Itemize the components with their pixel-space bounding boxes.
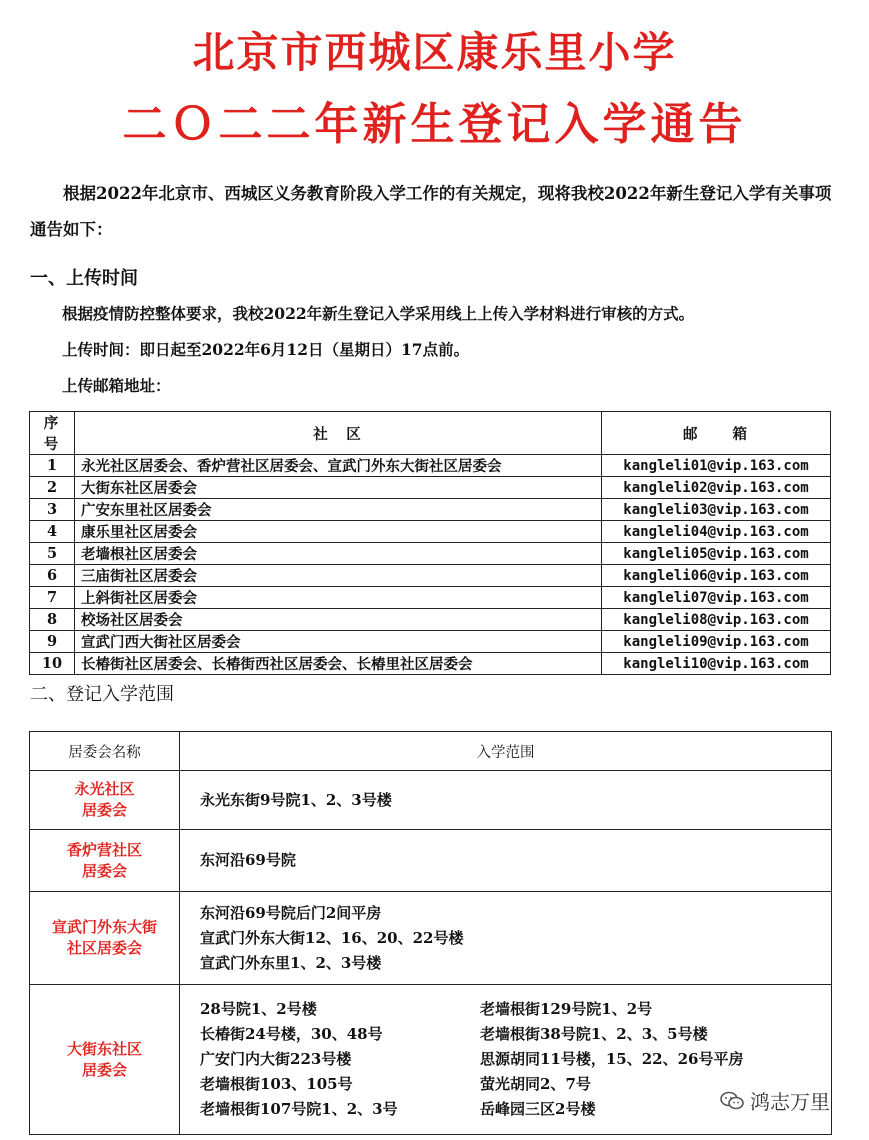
committee-name xyxy=(30,771,180,830)
table-row xyxy=(30,455,831,477)
row-community: 上斜街社区居委会 xyxy=(75,587,602,609)
row-email: kangleli03@vip.163.com xyxy=(602,499,831,521)
scope-address: 永光东街9号院1、2、3号楼 xyxy=(200,790,392,809)
table-row xyxy=(30,587,831,609)
row-community: 大街东社区居委会 xyxy=(75,477,602,499)
committee-name-line2: 社区居委会 xyxy=(66,939,142,957)
scope-address: 思源胡同11号楼，15、22、26号平房 xyxy=(480,1050,744,1068)
row-index: 9 xyxy=(30,631,75,653)
row-email: kangleli04@vip.163.com xyxy=(602,521,831,543)
scope-address: 老墙根街38号院1、2、3、5号楼 xyxy=(480,1025,708,1043)
row-email: kangleli10@vip.163.com xyxy=(602,653,831,675)
row-community: 三庙街社区居委会 xyxy=(75,565,602,587)
row-email: kangleli06@vip.163.com xyxy=(602,565,831,587)
committee-name xyxy=(30,830,180,892)
row-index: 4 xyxy=(30,521,75,543)
scope-address: 28号院1、2号楼 xyxy=(200,1000,317,1018)
row-index: 6 xyxy=(30,565,75,587)
scope-address: 宣武门外东大街12、16、20、22号楼 xyxy=(200,928,464,947)
table-row xyxy=(30,830,832,892)
row-community: 永光社区居委会、香炉营社区居委会、宣武门外东大街社区居委会 xyxy=(75,455,602,477)
row-index: 10 xyxy=(30,653,75,675)
email-table xyxy=(29,411,831,675)
scope-address: 岳峰园三区2号楼 xyxy=(480,1100,596,1118)
col-header-email: 邮 箱 xyxy=(602,412,831,455)
scope-address: 老墙根街107号院1、2、3号 xyxy=(200,1100,398,1118)
row-community: 宣武门西大街社区居委会 xyxy=(75,631,602,653)
scope-address: 东河沿69号院 xyxy=(200,851,296,869)
row-index: 5 xyxy=(30,543,75,565)
watermark-text: 鸿志万里 xyxy=(750,1090,830,1114)
col-header-community: 社 区 xyxy=(75,412,602,455)
col-header-committee: 居委会名称 xyxy=(30,732,180,771)
scope-address: 宣武门外东里1、2、3号楼 xyxy=(200,953,382,972)
row-email: kangleli02@vip.163.com xyxy=(602,477,831,499)
row-index: 7 xyxy=(30,587,75,609)
row-community: 老墙根社区居委会 xyxy=(75,543,602,565)
committee-name-line2: 居委会 xyxy=(81,801,127,819)
table-row xyxy=(30,543,831,565)
committee-name xyxy=(30,985,180,1135)
enrollment-scope-table xyxy=(29,731,832,1135)
scope-cell xyxy=(180,830,832,892)
scope-address: 老墙根街129号院1、2号 xyxy=(480,1000,653,1018)
scope-cell xyxy=(180,892,832,985)
row-community: 校场社区居委会 xyxy=(75,609,602,631)
table-row xyxy=(30,499,831,521)
scope-address: 长椿街24号楼，30、48号 xyxy=(200,1025,383,1043)
row-email: kangleli09@vip.163.com xyxy=(602,631,831,653)
wechat-icon xyxy=(720,1091,744,1116)
table-row xyxy=(30,565,831,587)
table-row xyxy=(30,477,831,499)
committee-name-line1: 永光社区 xyxy=(74,780,135,798)
row-email: kangleli01@vip.163.com xyxy=(602,455,831,477)
row-email: kangleli08@vip.163.com xyxy=(602,609,831,631)
row-community: 广安东里社区居委会 xyxy=(75,499,602,521)
row-index: 3 xyxy=(30,499,75,521)
col-header-scope: 入学范围 xyxy=(180,732,832,771)
committee-name-line1: 大街东社区 xyxy=(66,1039,142,1058)
section1-line3: 上传邮箱地址： xyxy=(62,376,171,395)
section2-heading: 二、登记入学范围 xyxy=(30,684,174,705)
table-row xyxy=(30,521,831,543)
table-row xyxy=(30,653,831,675)
section1-line1: 根据疫情防控整体要求，我校2022年新生登记入学采用线上上传入学材料进行审核的方式。 xyxy=(62,304,695,323)
scope-address: 老墙根街103、105号 xyxy=(200,1075,353,1093)
row-index: 2 xyxy=(30,477,75,499)
scope-cell xyxy=(180,771,832,830)
section1-line2: 上传时间：即日起至2022年6月12日（星期日）17点前。 xyxy=(62,340,470,359)
scope-address: 东河沿69号院后门2间平房 xyxy=(200,903,382,922)
committee-name-line2: 居委会 xyxy=(81,861,127,880)
committee-name xyxy=(30,892,180,985)
scope-address: 萤光胡同2、7号 xyxy=(480,1075,591,1093)
table-row xyxy=(30,985,832,1135)
table-row xyxy=(30,771,832,830)
col-header-index: 序号 xyxy=(30,412,75,455)
row-email: kangleli07@vip.163.com xyxy=(602,587,831,609)
notice-title-line1: 北京市西城区康乐里小学 xyxy=(192,28,677,77)
row-index: 8 xyxy=(30,609,75,631)
row-email: kangleli05@vip.163.com xyxy=(602,543,831,565)
notice-title-line2: 二Ｏ二二年新生登记入学通告 xyxy=(122,99,747,150)
table-row xyxy=(30,609,831,631)
scope-address: 广安门内大街223号楼 xyxy=(200,1050,352,1068)
section1-heading: 一、上传时间 xyxy=(30,268,138,289)
committee-name-line1: 香炉营社区 xyxy=(66,840,142,859)
committee-name-line2: 居委会 xyxy=(81,1060,127,1079)
row-index: 1 xyxy=(30,455,75,477)
row-community: 康乐里社区居委会 xyxy=(75,521,602,543)
intro-paragraph: 根据2022年北京市、西城区义务教育阶段入学工作的有关规定，现将我校2022年新生登记入学有关事项通告如下： xyxy=(30,184,832,239)
table-row xyxy=(30,892,832,985)
committee-name-line1: 宣武门外东大街 xyxy=(51,918,157,936)
row-community: 长椿街社区居委会、长椿街西社区居委会、长椿里社区居委会 xyxy=(75,653,602,675)
watermark xyxy=(720,1086,830,1116)
table-row xyxy=(30,631,831,653)
